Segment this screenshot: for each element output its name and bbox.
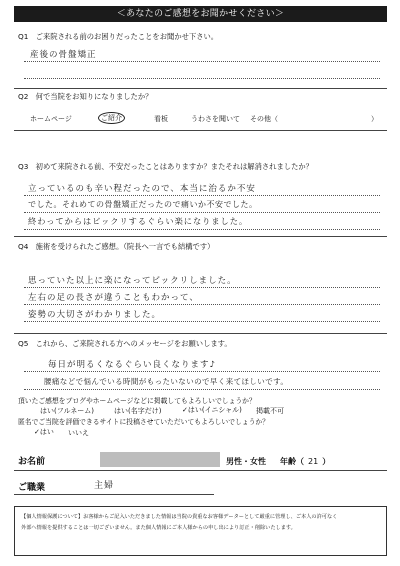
blog-option-surname: はい(名字だけ) — [114, 407, 162, 415]
q5-answer-line-1: 毎日が明るくなるぐらい良くなります♪ — [48, 360, 216, 370]
q2-label: Q2 何で当院をお知りになりましたか？ — [18, 92, 153, 101]
check-mark-icon: ✓ — [34, 428, 40, 436]
page-title: ＜あなたのご感想をお聞かせください＞ — [14, 6, 387, 22]
divider — [14, 494, 214, 495]
privacy-line-1: 【個人情報保護について】お客様からご記入いただきました情報は当院の貴重なお客様データーとして厳重に管理し、ご本人の許可なく — [21, 514, 338, 520]
divider — [14, 333, 387, 334]
blog-option-no: 掲載不可 — [256, 407, 284, 415]
answer-line — [24, 287, 380, 288]
q3-answer-line-2: でした。それめての骨盤矯正だったので痛いか不安でした。 — [28, 200, 258, 209]
q4-answer-line-1: 思っていた以上に楽になってビックリしました。 — [28, 276, 237, 286]
age-value: 21 — [308, 457, 319, 466]
questionnaire-page — [14, 6, 387, 559]
privacy-notice-box — [14, 506, 387, 556]
redacted-name — [100, 452, 220, 467]
q2-option-homepage: ホームページ — [30, 115, 72, 123]
q2-option-other: その他（ — [250, 115, 278, 123]
answer-line — [24, 389, 380, 390]
review-option-yes: ✓はい — [34, 428, 54, 436]
q2-option-rumor: うわさを聞いて — [191, 115, 240, 123]
review-question: 匿名でご当院を評価できるサイトに投稿させていただいてもよろしいでしょうか？ — [18, 418, 270, 426]
age-label: 年齢（ 21 ） — [280, 457, 331, 466]
q2-option-referral: ご紹介 — [98, 112, 125, 124]
answer-line — [24, 229, 380, 230]
divider — [14, 130, 387, 131]
q4-answer-line-3: 姿勢の大切さがわかりました。 — [28, 310, 162, 320]
q3-label: Q3 初めて来院される前、不安だったことはありますか？またそれは解消されましたか？ — [18, 162, 313, 171]
answer-line — [24, 212, 380, 213]
divider — [14, 470, 387, 471]
q1-answer: 産後の骨盤矯正 — [30, 50, 97, 60]
q3-answer-line-3: 終わってからはビックリするぐらい楽になりました。 — [28, 216, 249, 226]
q2-option-signboard: 看板 — [154, 115, 168, 123]
q4-answer-line-2: 左右の足の長さが違うこともわかって、 — [28, 293, 199, 303]
answer-line — [24, 195, 380, 196]
divider — [14, 88, 387, 89]
gender-label: 男性・女性 — [226, 457, 266, 466]
review-option-no: いいえ — [68, 429, 89, 437]
answer-line — [24, 61, 380, 62]
check-mark-icon: ✓ — [182, 406, 188, 414]
blog-question: 頂いたご感想をブログやホームページなどに掲載してもよろしいでしょうか？ — [18, 397, 256, 405]
answer-line — [24, 321, 380, 322]
divider — [14, 236, 387, 237]
job-value: 主婦 — [94, 481, 115, 491]
privacy-line-2: 外部へ情報を提供することは一切ございません。また個人情報にご本人様からの申し出により訂正・削除いたします。 — [21, 525, 296, 531]
q1-label: Q1 ご来院される前のお困りだったことをお聞かせ下さい。 — [18, 32, 219, 41]
blog-option-initials: ✓はい(イニシャル) — [182, 406, 242, 414]
q5-answer-line-2: 腰痛などで悩んでいる時間がもったいないので早く来てほしいです。 — [44, 377, 289, 386]
job-label: ご職業 — [18, 483, 46, 493]
name-label: お名前 — [18, 457, 46, 467]
q5-label: Q5 これから、ご来院される方へのメッセージをお願いします。 — [18, 339, 232, 348]
q2-option-other-close: ） — [371, 115, 378, 123]
answer-line — [24, 371, 380, 372]
answer-line — [24, 304, 380, 305]
q3-answer-line-1: 立っているのも辛い程だったので、本当に治るか不安 — [28, 184, 256, 194]
q4-label: Q4 施術を受けられたご感想。（院長へ一言でも結構です） — [18, 242, 215, 251]
blog-option-fullname: はい(フルネーム) — [40, 407, 94, 415]
answer-line — [24, 78, 380, 79]
